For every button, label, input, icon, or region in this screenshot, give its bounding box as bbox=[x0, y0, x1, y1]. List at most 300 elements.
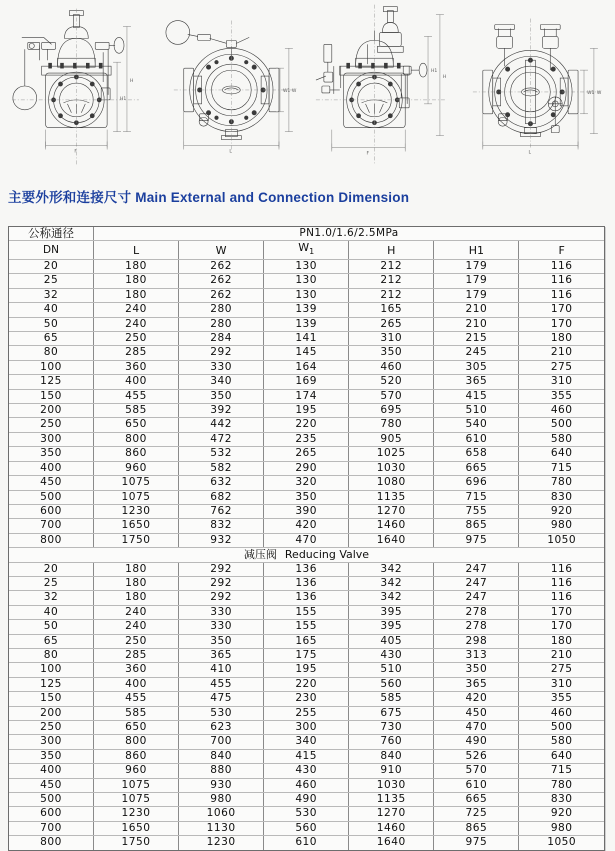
cell-dn: 32 bbox=[9, 591, 93, 605]
cell-h1: 610 bbox=[434, 432, 519, 446]
cell-h1: 610 bbox=[434, 778, 519, 792]
cell-l: 180 bbox=[93, 576, 178, 590]
cell-w1: 220 bbox=[264, 677, 349, 691]
cell-w: 330 bbox=[179, 605, 264, 619]
cell-f: 830 bbox=[519, 490, 604, 504]
group-subheader-en: Reducing Valve bbox=[284, 548, 370, 562]
cell-w: 280 bbox=[179, 317, 264, 331]
table-row bbox=[9, 576, 604, 590]
table-row bbox=[9, 749, 604, 763]
cell-dn: 300 bbox=[9, 735, 93, 749]
cell-w1: 141 bbox=[264, 332, 349, 346]
cell-f: 980 bbox=[519, 519, 604, 533]
cell-h: 520 bbox=[349, 375, 434, 389]
cell-h: 1135 bbox=[349, 490, 434, 504]
cell-h: 905 bbox=[349, 432, 434, 446]
drawing-reducing-valve-top-view bbox=[461, 0, 615, 172]
cell-dn: 80 bbox=[9, 648, 93, 662]
cell-h1: 510 bbox=[434, 404, 519, 418]
cell-l: 650 bbox=[93, 418, 178, 432]
cell-f: 1050 bbox=[519, 533, 604, 547]
cell-h1: 658 bbox=[434, 447, 519, 461]
cell-w: 582 bbox=[179, 461, 264, 475]
cell-h: 395 bbox=[349, 620, 434, 634]
cell-dn: 80 bbox=[9, 346, 93, 360]
cell-w: 292 bbox=[179, 591, 264, 605]
section-title bbox=[8, 186, 409, 206]
cell-f: 116 bbox=[519, 288, 604, 302]
cell-w1: 164 bbox=[264, 360, 349, 374]
cell-dn: 40 bbox=[9, 605, 93, 619]
table-row bbox=[9, 677, 604, 691]
svg-text:W: W bbox=[291, 88, 297, 94]
cell-h1: 179 bbox=[434, 260, 519, 274]
table-row bbox=[9, 375, 604, 389]
cell-w1: 130 bbox=[264, 260, 349, 274]
cell-h1: 278 bbox=[434, 605, 519, 619]
table-row bbox=[9, 346, 604, 360]
cell-f: 310 bbox=[519, 375, 604, 389]
cell-l: 180 bbox=[93, 274, 178, 288]
table-row bbox=[9, 303, 604, 317]
table-row bbox=[9, 807, 604, 821]
cell-dn: 400 bbox=[9, 461, 93, 475]
cell-dn: 800 bbox=[9, 533, 93, 547]
table-row bbox=[9, 821, 604, 835]
cell-dn: 100 bbox=[9, 663, 93, 677]
cell-w1: 300 bbox=[264, 721, 349, 735]
cell-w: 262 bbox=[179, 288, 264, 302]
table-row bbox=[9, 317, 604, 331]
cell-h1: 715 bbox=[434, 490, 519, 504]
cell-h: 342 bbox=[349, 576, 434, 590]
cell-f: 210 bbox=[519, 346, 604, 360]
cell-h1: 298 bbox=[434, 634, 519, 648]
cell-l: 1750 bbox=[93, 533, 178, 547]
cell-dn: 50 bbox=[9, 317, 93, 331]
cell-w1: 165 bbox=[264, 634, 349, 648]
table-row bbox=[9, 332, 604, 346]
table-row bbox=[9, 663, 604, 677]
cell-l: 180 bbox=[93, 288, 178, 302]
table-head bbox=[9, 227, 604, 260]
group-subheader-cell bbox=[9, 548, 604, 562]
cell-h1: 247 bbox=[434, 591, 519, 605]
cell-f: 355 bbox=[519, 389, 604, 403]
dimension-table bbox=[9, 227, 604, 850]
cell-w1: 136 bbox=[264, 562, 349, 576]
cell-h: 212 bbox=[349, 274, 434, 288]
cell-w1: 230 bbox=[264, 692, 349, 706]
cell-l: 1230 bbox=[93, 504, 178, 518]
cell-dn: 125 bbox=[9, 375, 93, 389]
table-row bbox=[9, 404, 604, 418]
cell-l: 455 bbox=[93, 692, 178, 706]
cell-h: 310 bbox=[349, 332, 434, 346]
cell-f: 210 bbox=[519, 648, 604, 662]
cell-h1: 210 bbox=[434, 303, 519, 317]
cell-f: 170 bbox=[519, 303, 604, 317]
cell-w: 284 bbox=[179, 332, 264, 346]
cell-w: 340 bbox=[179, 375, 264, 389]
svg-text:L: L bbox=[229, 149, 232, 155]
cell-w: 330 bbox=[179, 360, 264, 374]
cell-h1: 526 bbox=[434, 749, 519, 763]
cell-dn: 40 bbox=[9, 303, 93, 317]
cell-f: 715 bbox=[519, 764, 604, 778]
cell-w1: 155 bbox=[264, 620, 349, 634]
cell-l: 1075 bbox=[93, 476, 178, 490]
dimension-table-container bbox=[8, 226, 605, 851]
cell-f: 116 bbox=[519, 562, 604, 576]
cell-w: 1060 bbox=[179, 807, 264, 821]
cell-f: 275 bbox=[519, 663, 604, 677]
svg-text:H1: H1 bbox=[120, 96, 127, 102]
cell-w: 682 bbox=[179, 490, 264, 504]
cell-h1: 975 bbox=[434, 533, 519, 547]
cell-l: 360 bbox=[93, 360, 178, 374]
cell-w1: 255 bbox=[264, 706, 349, 720]
cell-w: 292 bbox=[179, 346, 264, 360]
cell-h1: 665 bbox=[434, 793, 519, 807]
cell-f: 180 bbox=[519, 634, 604, 648]
section-title-en: Main External and Connection Dimension bbox=[135, 190, 410, 205]
cell-dn: 350 bbox=[9, 749, 93, 763]
cell-w: 455 bbox=[179, 677, 264, 691]
table-row bbox=[9, 447, 604, 461]
cell-l: 240 bbox=[93, 620, 178, 634]
cell-h1: 313 bbox=[434, 648, 519, 662]
cell-h: 342 bbox=[349, 591, 434, 605]
cell-h: 265 bbox=[349, 317, 434, 331]
cell-l: 250 bbox=[93, 332, 178, 346]
cell-w1: 265 bbox=[264, 447, 349, 461]
cell-h1: 865 bbox=[434, 519, 519, 533]
cell-w: 280 bbox=[179, 303, 264, 317]
cell-l: 800 bbox=[93, 432, 178, 446]
cell-dn: 250 bbox=[9, 418, 93, 432]
cell-dn: 200 bbox=[9, 404, 93, 418]
cell-dn: 150 bbox=[9, 389, 93, 403]
cell-h1: 247 bbox=[434, 562, 519, 576]
cell-w1: 235 bbox=[264, 432, 349, 446]
cell-w1: 145 bbox=[264, 346, 349, 360]
cell-w: 530 bbox=[179, 706, 264, 720]
cell-w1: 139 bbox=[264, 303, 349, 317]
cell-dn: 600 bbox=[9, 504, 93, 518]
cell-dn: 25 bbox=[9, 576, 93, 590]
cell-w: 1130 bbox=[179, 821, 264, 835]
cell-f: 830 bbox=[519, 793, 604, 807]
cell-w: 392 bbox=[179, 404, 264, 418]
cell-h: 1460 bbox=[349, 821, 434, 835]
cell-w1: 490 bbox=[264, 793, 349, 807]
cell-f: 170 bbox=[519, 605, 604, 619]
cell-w: 292 bbox=[179, 562, 264, 576]
group-subheader-cn: 减压阀 bbox=[243, 548, 277, 562]
cell-h1: 305 bbox=[434, 360, 519, 374]
cell-w1: 169 bbox=[264, 375, 349, 389]
table-row bbox=[9, 706, 604, 720]
cell-w: 262 bbox=[179, 260, 264, 274]
cell-f: 116 bbox=[519, 260, 604, 274]
cell-w1: 175 bbox=[264, 648, 349, 662]
cell-l: 400 bbox=[93, 677, 178, 691]
cell-w1: 290 bbox=[264, 461, 349, 475]
cell-dn: 400 bbox=[9, 764, 93, 778]
cell-h: 695 bbox=[349, 404, 434, 418]
drawing-float-control-valve-top-view bbox=[154, 0, 308, 172]
table-row bbox=[9, 476, 604, 490]
table-row bbox=[9, 490, 604, 504]
table-row bbox=[9, 260, 604, 274]
cell-h1: 365 bbox=[434, 677, 519, 691]
cell-f: 715 bbox=[519, 461, 604, 475]
svg-text:F: F bbox=[366, 151, 369, 157]
cell-f: 116 bbox=[519, 274, 604, 288]
cell-h1: 490 bbox=[434, 735, 519, 749]
svg-text:H: H bbox=[129, 79, 134, 85]
cell-w1: 139 bbox=[264, 317, 349, 331]
cell-l: 1750 bbox=[93, 836, 178, 850]
drawing-reducing-valve-front-view bbox=[308, 0, 462, 172]
cell-f: 355 bbox=[519, 692, 604, 706]
cell-dn: 800 bbox=[9, 836, 93, 850]
cell-w1: 320 bbox=[264, 476, 349, 490]
table-row bbox=[9, 360, 604, 374]
cell-w: 475 bbox=[179, 692, 264, 706]
cell-l: 960 bbox=[93, 461, 178, 475]
cell-h: 1640 bbox=[349, 533, 434, 547]
cell-h1: 179 bbox=[434, 274, 519, 288]
cell-l: 240 bbox=[93, 303, 178, 317]
svg-text:L: L bbox=[528, 150, 532, 156]
cell-w: 980 bbox=[179, 793, 264, 807]
cell-f: 780 bbox=[519, 778, 604, 792]
table-group-subheader bbox=[9, 548, 604, 562]
drawing-float-control-valve-front-view bbox=[0, 0, 154, 172]
cell-f: 920 bbox=[519, 807, 604, 821]
cell-w: 350 bbox=[179, 634, 264, 648]
cell-f: 1050 bbox=[547, 836, 577, 849]
cell-w: 1230 bbox=[179, 836, 264, 850]
cell-w1: 220 bbox=[264, 418, 349, 432]
cell-w: 410 bbox=[179, 663, 264, 677]
cell-h: 585 bbox=[349, 692, 434, 706]
cell-dn: 125 bbox=[9, 677, 93, 691]
cell-dn: 25 bbox=[9, 274, 93, 288]
cell-h1: 247 bbox=[434, 576, 519, 590]
cell-h: 405 bbox=[349, 634, 434, 648]
cell-w1: 415 bbox=[264, 749, 349, 763]
cell-l: 585 bbox=[93, 706, 178, 720]
cell-w1: 195 bbox=[264, 663, 349, 677]
cell-h: 1025 bbox=[349, 447, 434, 461]
svg-text:W1: W1 bbox=[282, 88, 291, 94]
cell-w1: 420 bbox=[264, 519, 349, 533]
cell-w1: 195 bbox=[264, 404, 349, 418]
cell-h1: 725 bbox=[434, 807, 519, 821]
cell-h1: 245 bbox=[434, 346, 519, 360]
cell-dn: 200 bbox=[9, 706, 93, 720]
cell-h: 1030 bbox=[349, 461, 434, 475]
cell-dn: 150 bbox=[9, 692, 93, 706]
cell-l: 960 bbox=[93, 764, 178, 778]
cell-l: 585 bbox=[93, 404, 178, 418]
header-dn-cn: 公称通径 bbox=[9, 227, 93, 241]
cell-h: 1135 bbox=[349, 793, 434, 807]
cell-f: 780 bbox=[519, 476, 604, 490]
cell-f: 640 bbox=[519, 749, 604, 763]
cell-dn: 450 bbox=[9, 476, 93, 490]
cell-h1: 865 bbox=[434, 821, 519, 835]
cell-h: 1270 bbox=[349, 504, 434, 518]
cell-dn: 300 bbox=[9, 432, 93, 446]
cell-w1: 155 bbox=[264, 605, 349, 619]
cell-f: 116 bbox=[519, 576, 604, 590]
cell-h: 570 bbox=[349, 389, 434, 403]
cell-dn: 65 bbox=[9, 332, 93, 346]
cell-h: 430 bbox=[349, 648, 434, 662]
cell-w: 623 bbox=[179, 721, 264, 735]
cell-w: 762 bbox=[179, 504, 264, 518]
table-row bbox=[9, 288, 604, 302]
cell-l: 1650 bbox=[93, 821, 178, 835]
cell-w: 932 bbox=[179, 533, 264, 547]
cell-w: 472 bbox=[179, 432, 264, 446]
table-row bbox=[9, 432, 604, 446]
cell-l: 285 bbox=[93, 346, 178, 360]
table-row bbox=[9, 793, 604, 807]
cell-w: 840 bbox=[179, 749, 264, 763]
cell-dn: 700 bbox=[9, 821, 93, 835]
cell-h1: 179 bbox=[434, 288, 519, 302]
cell-w: 930 bbox=[179, 778, 264, 792]
cell-w: 350 bbox=[179, 389, 264, 403]
cell-dn: 32 bbox=[9, 288, 93, 302]
cell-w: 442 bbox=[179, 418, 264, 432]
cell-h1: 210 bbox=[434, 317, 519, 331]
section-title-cn: 主要外形和连接尺寸 bbox=[8, 190, 132, 205]
svg-text:H1: H1 bbox=[430, 69, 437, 75]
svg-text:W: W bbox=[597, 90, 602, 96]
table-row bbox=[9, 533, 604, 547]
cell-f: 460 bbox=[519, 404, 604, 418]
cell-w1: 430 bbox=[264, 764, 349, 778]
cell-l: 240 bbox=[93, 605, 178, 619]
table-row bbox=[9, 504, 604, 518]
cell-dn: 65 bbox=[9, 634, 93, 648]
cell-h: 460 bbox=[349, 360, 434, 374]
cell-h: 350 bbox=[349, 346, 434, 360]
cell-dn: 450 bbox=[9, 778, 93, 792]
cell-h: 212 bbox=[349, 288, 434, 302]
cell-w1: 470 bbox=[264, 533, 349, 547]
table-body bbox=[9, 260, 604, 850]
svg-text:W1: W1 bbox=[587, 90, 595, 96]
cell-h: 165 bbox=[349, 303, 434, 317]
cell-w: 632 bbox=[179, 476, 264, 490]
cell-h1: 215 bbox=[434, 332, 519, 346]
cell-f: 180 bbox=[519, 332, 604, 346]
cell-f: 500 bbox=[519, 721, 604, 735]
cell-dn: 500 bbox=[9, 490, 93, 504]
cell-h1: 665 bbox=[434, 461, 519, 475]
cell-h1: 450 bbox=[434, 706, 519, 720]
cell-l: 1075 bbox=[93, 490, 178, 504]
cell-h1: 365 bbox=[434, 375, 519, 389]
cell-h: 510 bbox=[349, 663, 434, 677]
cell-w1: 174 bbox=[264, 389, 349, 403]
cell-dn: 600 bbox=[9, 807, 93, 821]
cell-w: 292 bbox=[179, 576, 264, 590]
cell-l: 650 bbox=[93, 721, 178, 735]
cell-dn: 700 bbox=[9, 519, 93, 533]
cell-f: 580 bbox=[519, 735, 604, 749]
cell-l: 180 bbox=[93, 562, 178, 576]
cell-w: 700 bbox=[179, 735, 264, 749]
table-row bbox=[9, 648, 604, 662]
header-col-w1: $W_1$ bbox=[264, 241, 349, 260]
cell-h: 730 bbox=[349, 721, 434, 735]
header-col-f: F bbox=[519, 241, 604, 260]
cell-h: 342 bbox=[349, 562, 434, 576]
cell-l: 240 bbox=[93, 317, 178, 331]
cell-l: 800 bbox=[93, 735, 178, 749]
cell-w1: 390 bbox=[264, 504, 349, 518]
cell-f: 460 bbox=[519, 706, 604, 720]
header-col-h: H bbox=[349, 241, 434, 260]
cell-w: 262 bbox=[179, 274, 264, 288]
cell-h: 560 bbox=[349, 677, 434, 691]
cell-h1: 696 bbox=[434, 476, 519, 490]
cell-dn: 20 bbox=[9, 562, 93, 576]
table-row bbox=[9, 634, 604, 648]
cell-l: 250 bbox=[93, 634, 178, 648]
cell-h: 760 bbox=[349, 735, 434, 749]
cell-h: 212 bbox=[349, 260, 434, 274]
table-row bbox=[9, 778, 604, 792]
cell-w1: 130 bbox=[264, 288, 349, 302]
cell-f: 275 bbox=[519, 360, 604, 374]
cell-h1: 350 bbox=[434, 663, 519, 677]
cell-w1: 350 bbox=[264, 490, 349, 504]
cell-h1: 278 bbox=[434, 620, 519, 634]
cell-l: 1075 bbox=[93, 793, 178, 807]
cell-w: 365 bbox=[179, 648, 264, 662]
cell-dn: 100 bbox=[9, 360, 93, 374]
cell-dn: 250 bbox=[9, 721, 93, 735]
cell-w1: 610 bbox=[264, 836, 349, 850]
cell-h: 910 bbox=[349, 764, 434, 778]
cell-h: 675 bbox=[349, 706, 434, 720]
cell-h: 395 bbox=[349, 605, 434, 619]
table-row bbox=[9, 274, 604, 288]
cell-h: 840 bbox=[349, 749, 434, 763]
cell-f: 500 bbox=[519, 418, 604, 432]
cell-f: 640 bbox=[519, 447, 604, 461]
header-col-w: W bbox=[179, 241, 264, 260]
cell-h: 1460 bbox=[349, 519, 434, 533]
header-pressure-span: PN1.0/1.6/2.5MPa bbox=[93, 227, 604, 241]
valve-drawings-strip bbox=[0, 0, 615, 172]
cell-h: 1030 bbox=[349, 778, 434, 792]
cell-w1: 340 bbox=[264, 735, 349, 749]
cell-l: 860 bbox=[93, 749, 178, 763]
cell-l: 860 bbox=[93, 447, 178, 461]
header-dn-en: DN bbox=[9, 241, 93, 260]
cell-w1: 136 bbox=[264, 576, 349, 590]
